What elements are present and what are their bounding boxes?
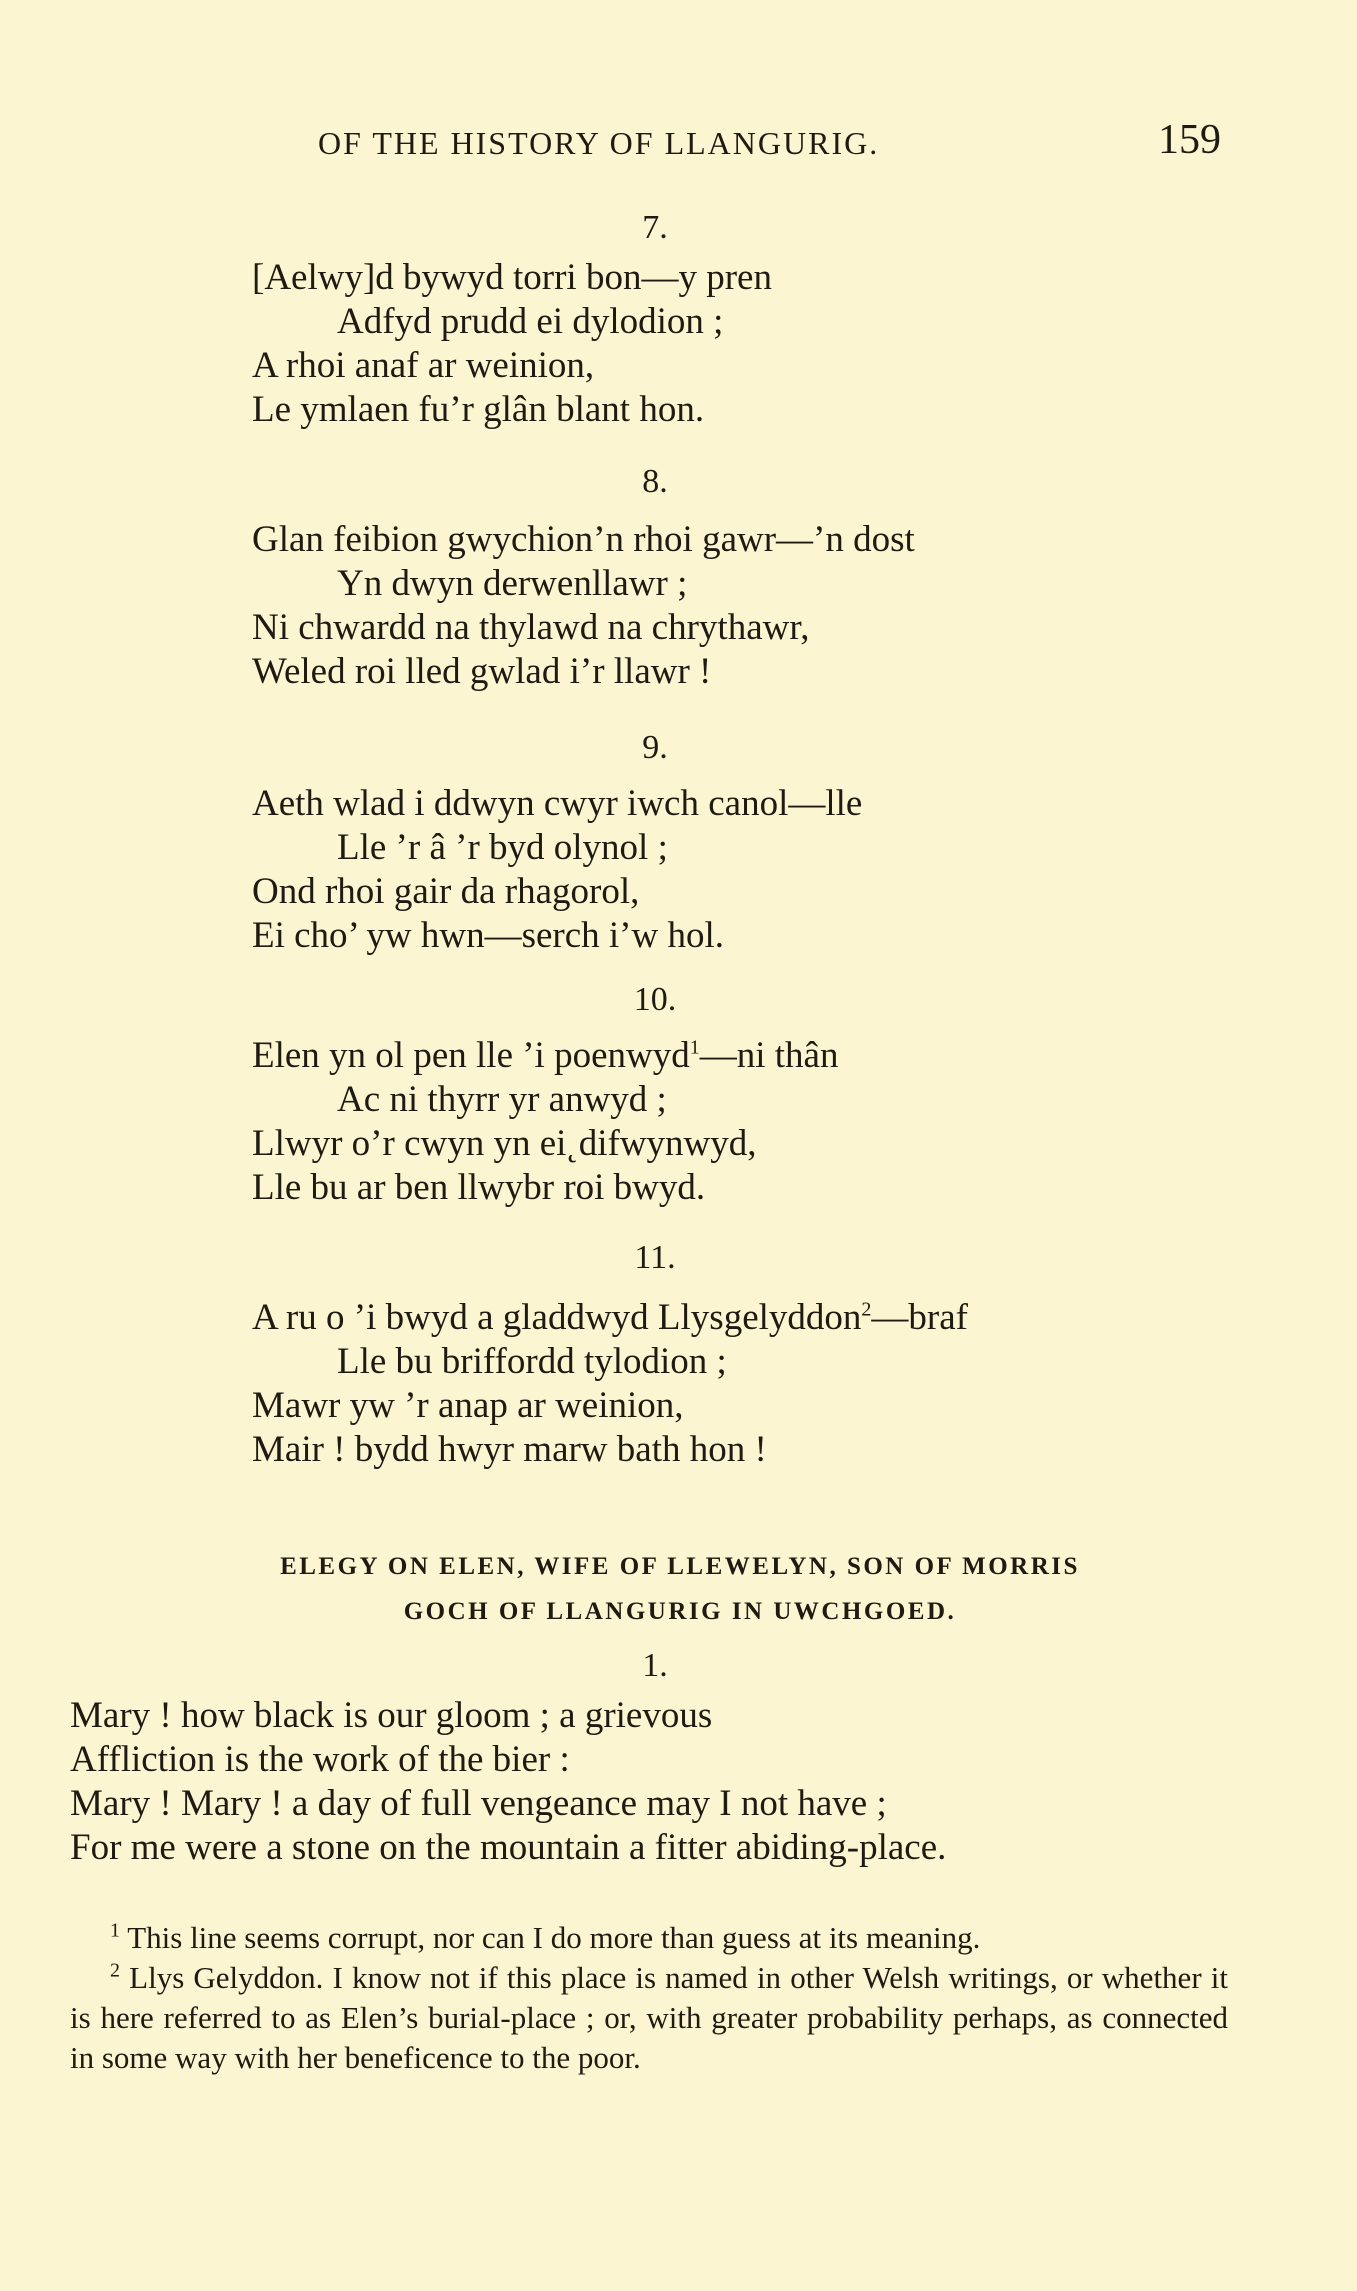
footnote-mark: 2	[861, 1298, 872, 1321]
elegy-title-line: GOCH OF LLANGURIG IN UWCHGOED.	[403, 1598, 957, 1625]
footnote-mark: 2	[110, 1959, 120, 1982]
translation-line: Mary ! how black is our gloom ; a grievous	[70, 1695, 713, 1736]
verse-line: Ni chwardd na thylawd na chrythawr,	[252, 607, 810, 648]
translation-line: Mary ! Mary ! a day of full vengeance may I not have ;	[70, 1783, 887, 1824]
verse-line: Llwyr o’r cwyn yn ei˛difwynwyd,	[252, 1123, 757, 1164]
stanza-number: 1.	[642, 1647, 668, 1684]
stanza-9	[252, 782, 862, 958]
stanza-number: 8.	[642, 463, 668, 500]
verse-line: A rhoi anaf ar weinion,	[252, 345, 595, 386]
stanza-10	[252, 1034, 838, 1210]
footnote-2	[70, 1958, 1228, 2078]
verse-line: Ond rhoi gair da rhagorol,	[252, 871, 640, 912]
verse-line: Aeth wlad i ddwyn cwyr iwch canol—lle	[252, 783, 863, 824]
verse-text: Elen yn ol pen lle ’i poenwyd	[252, 1035, 690, 1076]
footnote-mark: 1	[110, 1919, 120, 1942]
elegy-translation	[70, 1694, 946, 1870]
verse-line: Mawr yw ’r anap ar weinion,	[252, 1385, 684, 1426]
verse-line: Adfyd prudd ei dylodion ;	[337, 301, 724, 342]
verse-line: [Aelwy]d bywyd torri bon—y pren	[252, 257, 772, 298]
verse-line: Ei cho’ yw hwn—serch i’w hol.	[252, 915, 724, 956]
verse-line: Yn dwyn derwenllawr ;	[337, 563, 688, 604]
footnotes	[70, 1918, 1228, 2078]
page-number: 159	[1158, 117, 1221, 163]
stanza-number: 7.	[642, 209, 668, 246]
footnote-text: Llys Gelyddon. I know not if this place is named in other Welsh writings, or whether it is here referred to as Elen’s burial-place ; or, with greater probability perhaps, as connected in some way with her beneficence to the poor.	[70, 1960, 1229, 2075]
stanza-8	[252, 518, 915, 694]
stanza-number: 11.	[634, 1239, 676, 1276]
verse-text: —ni thân	[699, 1035, 839, 1076]
stanza-number: 10.	[633, 981, 677, 1018]
verse-text: —braf	[871, 1297, 968, 1338]
verse-line: Lle bu ar ben llwybr roi bwyd.	[252, 1167, 706, 1208]
verse-line: Glan feibion gwychion’n rhoi gawr—’n dost	[252, 519, 915, 560]
elegy-title-line: ELEGY ON ELEN, WIFE OF LLEWELYN, SON OF MORRIS	[280, 1553, 1080, 1580]
verse-line: Lle ’r â ’r byd olynol ;	[337, 827, 668, 868]
verse-line: Le ymlaen fu’r glân blant hon.	[252, 389, 705, 430]
stanza-number: 9.	[642, 729, 668, 766]
verse-line: Mair ! bydd hwyr marw bath hon !	[252, 1429, 767, 1470]
verse-line	[252, 1296, 968, 1340]
footnote-mark: 1	[689, 1036, 700, 1059]
verse-line: Weled roi lled gwlad i’r llawr !	[252, 651, 712, 692]
translation-line: For me were a stone on the mountain a fitter abiding-place.	[70, 1827, 947, 1868]
translation-line: Affliction is the work of the bier :	[70, 1739, 570, 1780]
stanza-11	[252, 1296, 968, 1472]
verse-line: Lle bu briffordd tylodion ;	[337, 1341, 727, 1382]
verse-text: A ru o ’i bwyd a gladdwyd Llysgelyddon	[252, 1297, 862, 1338]
footnote-1	[70, 1918, 1228, 1958]
stanza-7	[252, 256, 772, 432]
verse-line: Ac ni thyrr yr anwyd ;	[337, 1079, 667, 1120]
running-title: OF THE HISTORY OF LLANGURIG.	[318, 125, 880, 161]
footnote-text: This line seems corrupt, nor can I do more than guess at its meaning.	[127, 1920, 981, 1955]
verse-line	[252, 1034, 838, 1078]
